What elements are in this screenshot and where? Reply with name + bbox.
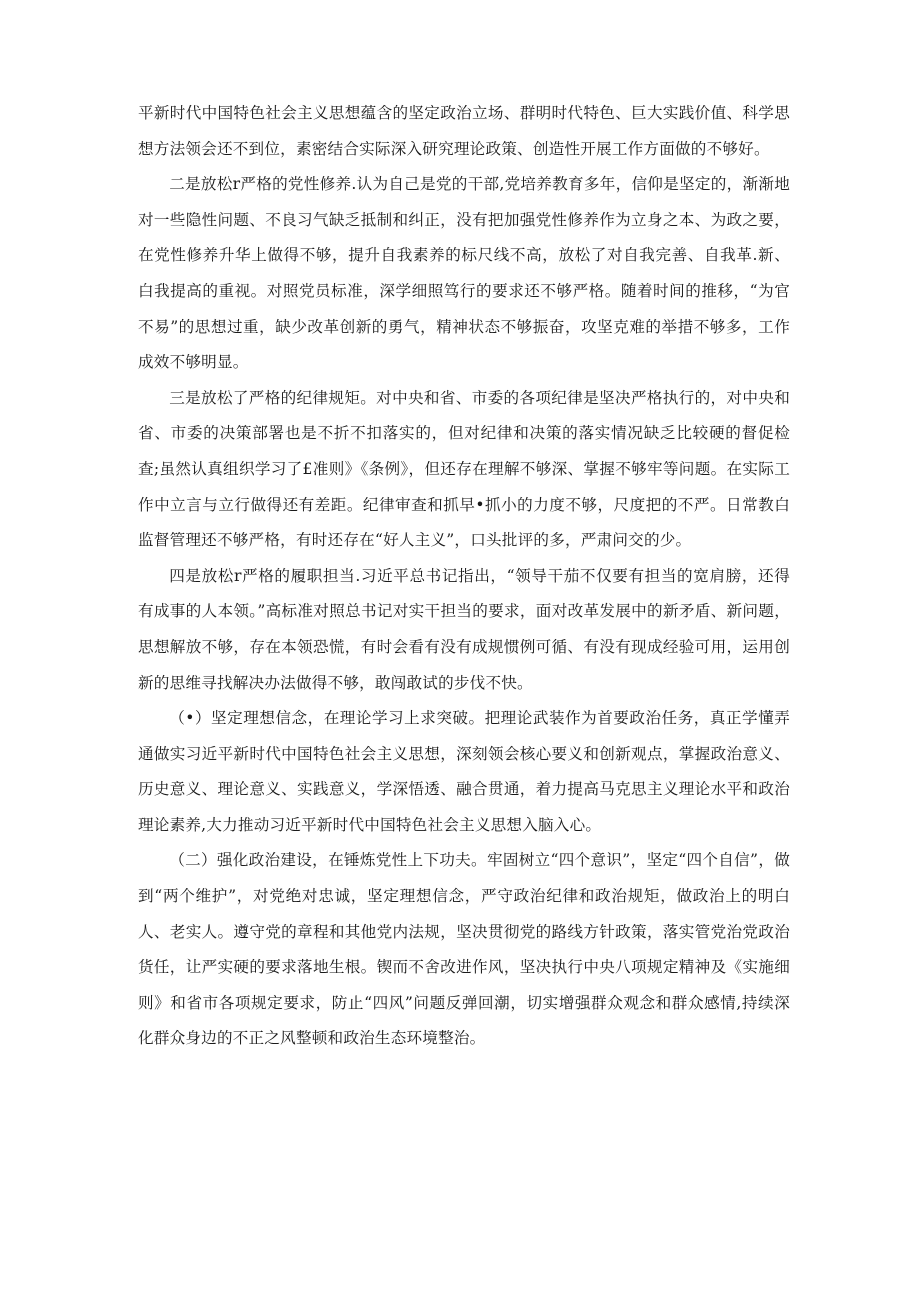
paragraph-3: 三是放松了严格的纪律规矩。对中央和省、市委的各项纪律是坚决严格执行的，对中央和省、市委的决策部署也是不折不扣落实的，但对纪律和决策的落实情况缺乏比较硬的督促检查;虽然认真组织学习了£准则》《条例》，但还存在理解不够深、掌握不够牢等问题。在实际工作中立言与立行做得还有差距。纪律审查和抓早•抓小的力度不够，尺度把的不严。日常教白监督管理还不够严格，有时还存在“好人主义”，口头批评的多，严肃问交的少。 xyxy=(138,388,790,550)
paragraph-2: 二是放松r严格的党性修养.认为自己是党的干部,党培养教育多年，信仰是坚定的，渐渐地对一些隐性问题、不良习气缺乏抵制和纠正，没有把加强党性修养作为立身之本、为政之要，在党性修养升华上做得不够，提升自我素养的标尺线不高，放松了对自我完善、自我革.新、白我提高的重视。对照党员标准，深学细照笃行的要求还不够严格。随着时间的推移，“为官不易”的思想过重，缺少改革创新的勇气，精神状态不够振奋，攻坚克难的举措不够多，工作成效不够明显。 xyxy=(138,175,790,372)
paragraph-6: （二）强化政治建设，在锤炼党性上下功夫。牢固树立“四个意识”，坚定“四个自信”，做到“两个维护”，对党绝对忠诚，坚定理想信念，严守政治纪律和政治规矩，做政治上的明白人、老实人。遵守党的章程和其他党内法规，坚决贯彻党的路线方针政策，落实管党治党政治货任，让严实硬的要求落地生根。锲而不舍改进作风，坚决执行中央八项规定精神及《实施细则》和省市各项规定要求，防止“四风”问题反弹回潮，切实增强群众观念和群众感情,持续深化群众身边的不正之风整顿和政治生态环境整治。 xyxy=(138,851,790,1048)
paragraph-1: 平新时代中国特色社会主义思想蕴含的坚定政治立场、群明时代特色、巨大实践价值、科学思想方法领会还不到位，素密结合实际深入研究理论政策、创造性开展工作方面做的不够好。 xyxy=(138,104,790,158)
paragraph-5: （•）坚定理想信念，在理论学习上求突破。把理论武装作为首要政治任务，真正学懂弄通做实习近平新时代中国特色社会主义思想，深刻领会核心要义和创新观点，掌握政治意义、历史意义、理论意义、实践意义，学深悟透、融合贯通，着力提高马克思主义理论水平和政治理论素养,大力推动习近平新时代中国特色社会主义思想入脑入心。 xyxy=(138,709,790,834)
paragraph-4: 四是放松r严格的履职担当.习近平总书记指出，“领导干茄不仅要有担当的宽肩膀，还得有成事的人本领。”高标准对照总书记对实干担当的要求，面对改革发展中的新矛盾、新问题，思想解放不够，存在本领恐慌，有时会看有没有成规惯例可循、有没有现成经验可用，运用创新的思维寻找解决办法做得不够，敢闯敢试的步伐不快。 xyxy=(138,566,790,692)
